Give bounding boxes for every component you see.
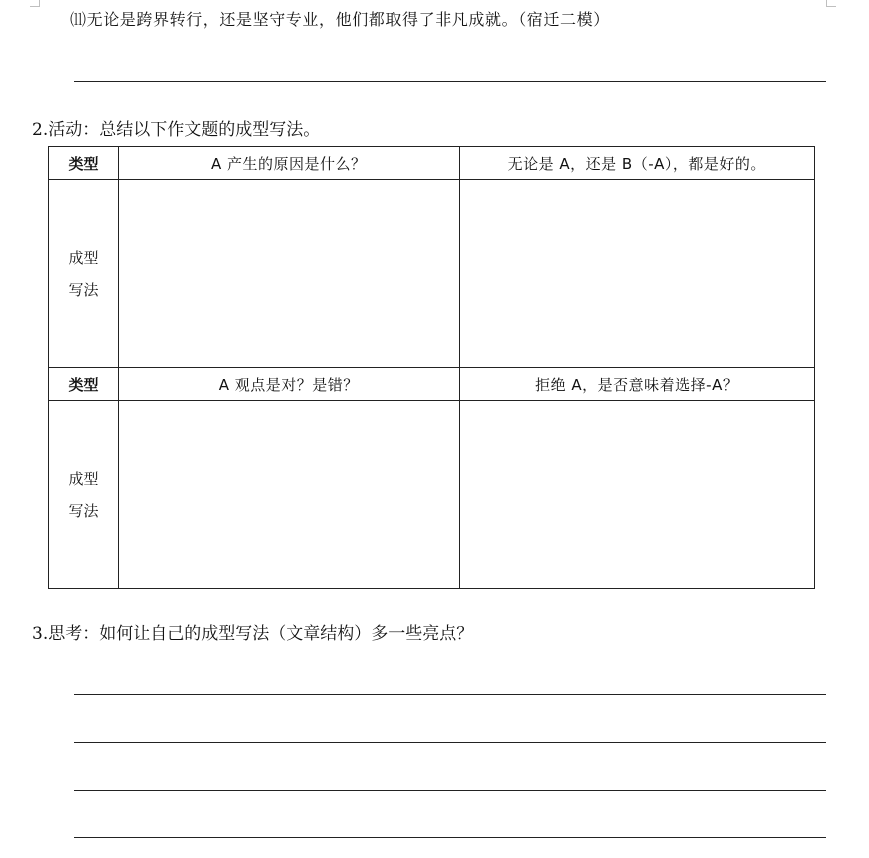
answer-line[interactable] — [74, 837, 826, 838]
answer-cell[interactable] — [119, 401, 459, 589]
answer-cell[interactable] — [459, 180, 814, 368]
section-3-heading: 3.思考：如何让自己的成型写法（文章结构）多一些亮点？ — [32, 624, 474, 644]
summary-table — [48, 146, 815, 589]
topic-a-header: A 观点是对？是错？ — [119, 368, 459, 401]
table-row — [49, 401, 815, 589]
type-label-cell: 类型 — [49, 368, 119, 401]
answer-cell[interactable] — [459, 401, 814, 589]
answer-line[interactable] — [74, 790, 826, 791]
answer-line[interactable] — [74, 81, 826, 82]
page-corner-mark-right — [826, 0, 836, 7]
method-label-cell — [49, 401, 119, 589]
answer-line[interactable] — [74, 742, 826, 743]
method-label-line: 写法 — [68, 280, 99, 299]
page-corner-mark-left — [30, 0, 40, 7]
previous-item-text: ⑾无论是跨界转行，还是坚守专业，他们都取得了非凡成就。（宿迁二模） — [70, 10, 610, 29]
answer-line[interactable] — [74, 694, 826, 695]
table-row — [49, 147, 815, 180]
topic-b-header: 拒绝 A，是否意味着选择-A？ — [459, 368, 814, 401]
method-label-line: 成型 — [68, 469, 99, 488]
topic-b-header: 无论是 A，还是 B（-A），都是好的。 — [459, 147, 814, 180]
type-label-cell: 类型 — [49, 147, 119, 180]
topic-a-header: A 产生的原因是什么？ — [119, 147, 459, 180]
table-row — [49, 368, 815, 401]
answer-cell[interactable] — [119, 180, 459, 368]
section-2-heading: 2.活动：总结以下作文题的成型写法。 — [32, 120, 321, 140]
method-label-line: 写法 — [68, 501, 99, 520]
table-row — [49, 180, 815, 368]
method-label-cell — [49, 180, 119, 368]
method-label-line: 成型 — [68, 248, 99, 267]
